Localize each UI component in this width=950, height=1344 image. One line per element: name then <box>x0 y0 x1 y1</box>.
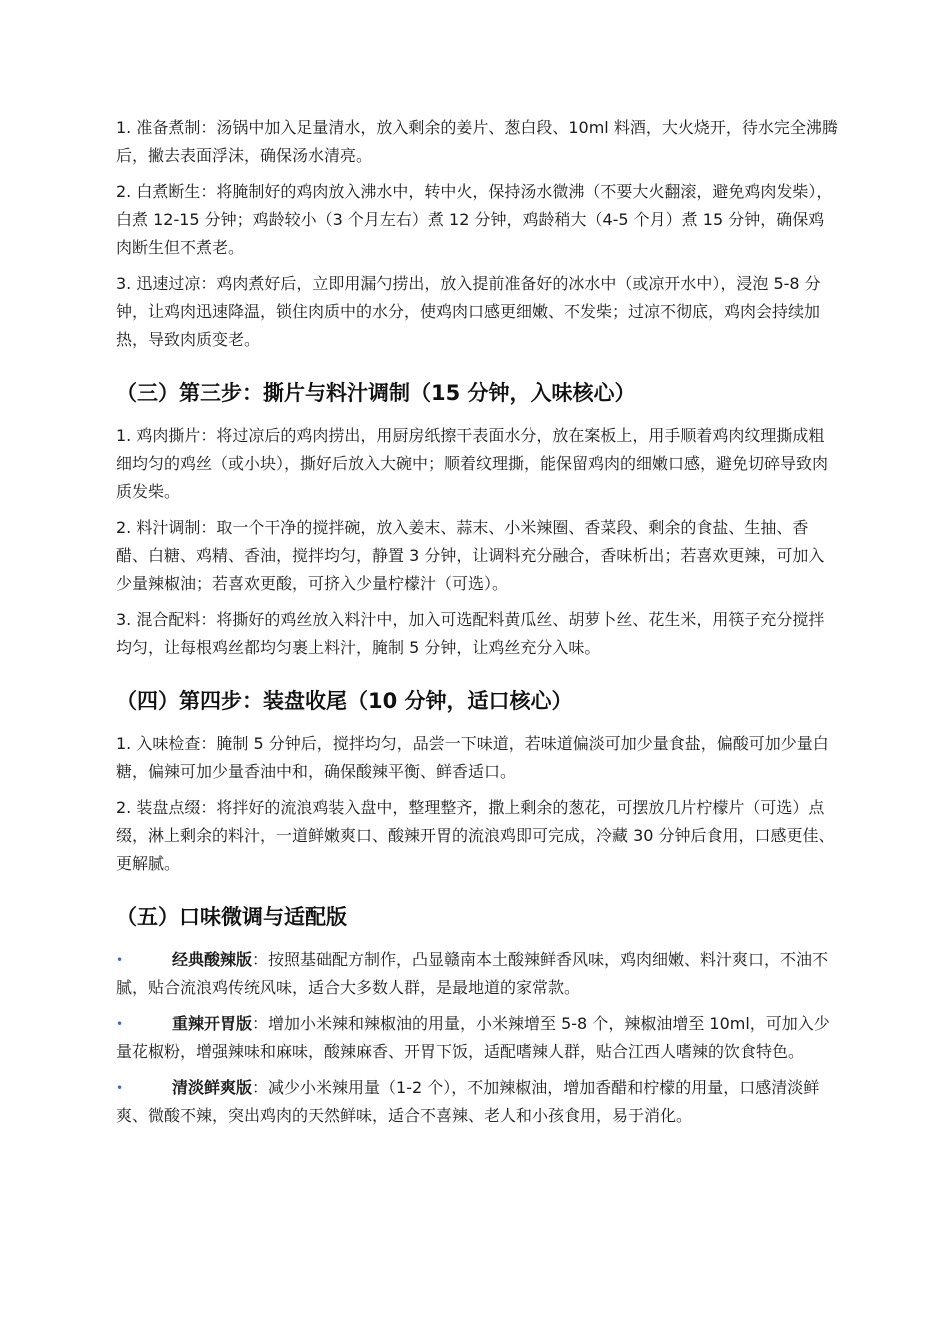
bullet-text: ：按照基础配方制作，凸显赣南本土酸辣鲜香风味，鸡肉细嫩、料汁爽口，不油不腻，贴合流浪鸡传统风味，适合大多数人群，是最地道的家常款。 <box>116 950 829 997</box>
step4-heading: （四）第四步：装盘收尾（10 分钟，适口核心） <box>116 689 573 713</box>
step3-paragraph-3: 3. 混合配料：将撕好的鸡丝放入料汁中，加入可选配料黄瓜丝、胡萝卜丝、花生米，用筷子充分搅拌均匀，让每根鸡丝都均匀裹上料汁，腌制 5 分钟，让鸡丝充分入味。 <box>116 610 825 657</box>
list-item <box>116 1010 840 1066</box>
list-item <box>116 1074 840 1130</box>
step2-paragraph-1: 1. 准备煮制：汤锅中加入足量清水，放入剩余的姜片、葱白段、10ml 料酒，大火烧开，待水完全沸腾后，撇去表面浮沫，确保汤水清亮。 <box>116 118 838 165</box>
bullet-term: 重辣开胃版 <box>172 1014 253 1033</box>
step5-heading: （五）口味微调与适配版 <box>116 905 347 929</box>
list-item <box>116 946 840 1002</box>
step3-paragraph-1: 1. 鸡肉撕片：将过凉后的鸡肉捞出，用厨房纸擦干表面水分，放在案板上，用手顺着鸡肉纹理撕成粗细均匀的鸡丝（或小块），撕好后放入大碗中；顺着纹理撕，能保留鸡肉的细嫩口感，避免切碎导致肉质发柴。 <box>116 426 829 501</box>
bullet-icon: • <box>116 1081 124 1095</box>
step2-paragraph-2: 2. 白煮断生：将腌制好的鸡肉放入沸水中，转中火，保持汤水微沸（不要大火翻滚，避免鸡肉发柴），白煮 12-15 分钟；鸡龄较小（3 个月左右）煮 12 分钟，鸡龄稍大（4-5 个月）煮 15 分钟，确保鸡肉断生但不煮老。 <box>116 182 833 257</box>
step4-paragraph-1: 1. 入味检查：腌制 5 分钟后，搅拌均匀，品尝一下味道，若味道偏淡可加少量食盐，偏酸可加少量白糖，偏辣可加少量香油中和，确保酸辣平衡、鲜香适口。 <box>116 734 829 781</box>
bullet-text: ：增加小米辣和辣椒油的用量，小米辣增至 5-8 个，辣椒油增至 10ml，可加入少量花椒粉，增强辣味和麻味，酸辣麻香、开胃下饭，适配嗜辣人群，贴合江西人嗜辣的饮食特色。 <box>116 1014 830 1061</box>
document-page <box>116 114 840 1138</box>
step4-paragraph-2: 2. 装盘点缀：将拌好的流浪鸡装入盘中，整理整齐，撒上剩余的葱花，可摆放几片柠檬片（可选）点缀，淋上剩余的料汁，一道鲜嫩爽口、酸辣开胃的流浪鸡即可完成，冷藏 30 分钟后食用，口感更佳、更解腻。 <box>116 798 835 873</box>
step3-paragraph-2: 2. 料汁调制：取一个干净的搅拌碗，放入姜末、蒜末、小米辣圈、香菜段、剩余的食盐、生抽、香醋、白糖、鸡精、香油，搅拌均匀，静置 3 分钟，让调料充分融合，香味析出；若喜欢更辣，可加入少量辣椒油；若喜欢更酸，可挤入少量柠檬汁（可选）。 <box>116 518 825 593</box>
bullet-icon: • <box>116 953 124 967</box>
bullet-term: 经典酸辣版 <box>172 950 253 969</box>
step3-heading: （三）第三步：撕片与料汁调制（15 分钟，入味核心） <box>116 381 636 405</box>
bullet-icon: • <box>116 1017 124 1031</box>
bullet-text: ：减少小米辣用量（1-2 个），不加辣椒油，增加香醋和柠檬的用量，口感清淡鲜爽、微酸不辣，突出鸡肉的天然鲜味，适合不喜辣、老人和小孩食用，易于消化。 <box>116 1078 820 1125</box>
step2-paragraph-3: 3. 迅速过凉：鸡肉煮好后，立即用漏勺捞出，放入提前准备好的冰水中（或凉开水中），浸泡 5-8 分钟，让鸡肉迅速降温，锁住肉质中的水分，使鸡肉口感更细嫩、不发柴；过凉不彻底，鸡肉会持续加热，导致肉质变老。 <box>116 274 821 349</box>
bullet-term: 清淡鲜爽版 <box>172 1078 253 1097</box>
